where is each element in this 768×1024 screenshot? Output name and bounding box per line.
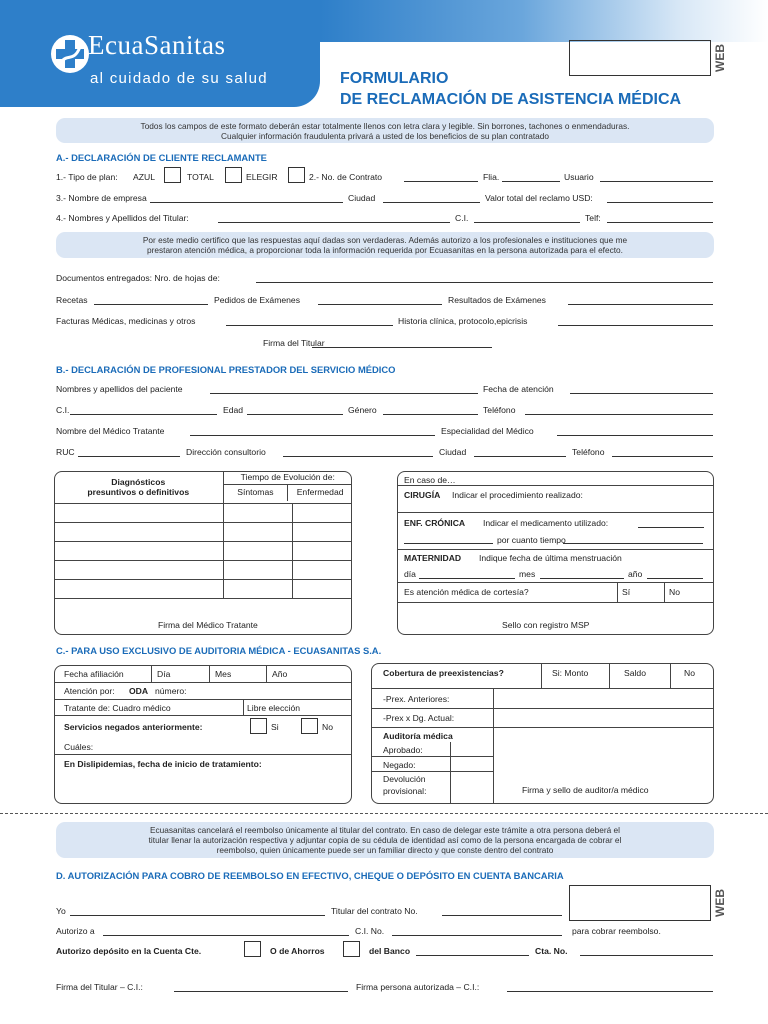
courtesy-yes[interactable]: Sí: [622, 587, 631, 597]
web-label-bottom: WEB: [713, 889, 727, 917]
auditor-signature-label: Firma y sello de auditor/a médico: [522, 785, 649, 795]
office-address-label: Dirección consultorio: [186, 447, 266, 457]
provisional-return-line2: provisional:: [383, 786, 427, 796]
holder-name-label: 4.- Nombres y Apellidos del Titular:: [56, 213, 189, 223]
ecuasanitas-logo-icon: [50, 34, 90, 74]
treating-divider: [243, 699, 244, 715]
which-row-divider: [54, 754, 352, 755]
form-title-line2: DE RECLAMACIÓN DE ASISTENCIA MÉDICA: [340, 91, 682, 108]
flia-label: Flia.: [483, 172, 500, 182]
flia-field[interactable]: [502, 181, 560, 182]
notice1-line1: Todos los campos de este formato deberán estar totalmente llenos con letra clara y legible. Sin borrones, tachones o enmendaduras.: [140, 121, 630, 131]
facturas-field[interactable]: [226, 325, 393, 326]
denied-yes-checkbox[interactable]: [250, 718, 267, 734]
in-case-label: En caso de…: [404, 475, 456, 485]
symptoms-cell[interactable]: [223, 541, 292, 560]
age-field[interactable]: [247, 414, 343, 415]
plan-type-label: 1.- Tipo de plan:: [56, 172, 118, 182]
brand-name: EcuaSanitas: [88, 30, 226, 60]
office-address-field[interactable]: [283, 456, 433, 457]
facturas-label: Facturas Médicas, medicinas y otros: [56, 316, 196, 326]
duration-field-a[interactable]: [404, 543, 493, 544]
coverage-row-divider: [371, 688, 714, 689]
to-collect-label: para cobrar reembolso.: [572, 926, 661, 936]
gender-field[interactable]: [383, 414, 478, 415]
for-how-long-label: por cuanto tiempo: [497, 535, 566, 545]
courtesy-bottom-divider: [397, 602, 714, 603]
attention-date-label: Fecha de atención: [483, 384, 554, 394]
age-label: Edad: [223, 405, 244, 415]
holder-name-field[interactable]: [218, 222, 450, 223]
denied-divider: [371, 771, 493, 772]
prev-pre-label: -Prex. Anteriores:: [383, 694, 450, 704]
provisional-return-line1: Devolución: [383, 774, 426, 784]
diagnoses-header-line2: presuntivos o definitivos: [87, 486, 190, 497]
holder-signature-field[interactable]: [312, 347, 492, 348]
plan-total-checkbox[interactable]: [225, 167, 242, 183]
contract-no-field[interactable]: [404, 181, 478, 182]
usuario-field[interactable]: [600, 181, 713, 182]
patient-ci-label: C.I.: [56, 405, 70, 415]
affiliation-month-label[interactable]: Mes: [215, 669, 232, 679]
medical-audit-label: Auditoría médica: [383, 731, 453, 741]
diagnosis-cell[interactable]: [54, 503, 223, 522]
authorized-sig-label: Firma persona autorizada – C.I.:: [356, 982, 480, 992]
disease-cell[interactable]: [292, 560, 352, 579]
yes-amount-label[interactable]: Si: Monto: [552, 668, 589, 678]
authorized-person-field[interactable]: [103, 935, 349, 936]
ruc-field[interactable]: [78, 456, 180, 457]
courtesy-divider-1: [617, 582, 618, 602]
notice1-line2: Cualquier información fraudulenta privará a usted de los beneficios de su plan contratado: [221, 131, 549, 141]
gender-label: Género: [348, 405, 377, 415]
free-choice-label[interactable]: Libre elección: [247, 703, 301, 713]
chronic-label: ENF. CRÓNICA: [404, 518, 466, 528]
yo-label: Yo: [56, 906, 66, 916]
maternity-day-field[interactable]: [419, 578, 515, 579]
chronic-divider: [397, 549, 714, 550]
evolution-time-label: Tiempo de Evolución de:: [224, 471, 353, 485]
coverage-divider-1: [541, 663, 542, 688]
section-d-title: D. AUTORIZACIÓN PARA COBRO DE REEMBOLSO EN EFECTIVO, CHEQUE O DEPÓSITO EN CUENTA BANCARIA: [56, 870, 564, 881]
specialty-field[interactable]: [557, 435, 713, 436]
symptoms-cell[interactable]: [223, 503, 292, 522]
holder-signature-label: Firma del Titular: [263, 338, 325, 348]
web-code-box[interactable]: [569, 40, 711, 76]
affiliation-year-label[interactable]: Año: [272, 669, 288, 679]
office-phone-label: Teléfono: [572, 447, 605, 457]
denied-label: Negado:: [383, 760, 416, 770]
company-field[interactable]: [150, 202, 343, 203]
coverage-divider-3: [670, 663, 671, 688]
reimbursement-notice: [56, 822, 714, 858]
treating-label[interactable]: Tratante de: Cuadro médico: [64, 703, 171, 713]
preexisting-coverage-label: Cobertura de preexistencias?: [383, 668, 504, 678]
patient-phone-field[interactable]: [525, 414, 713, 415]
oda-label: ODA: [129, 686, 149, 696]
courtesy-no[interactable]: No: [669, 587, 680, 597]
coverage-no-label[interactable]: No: [684, 668, 695, 678]
diagnosis-cell[interactable]: [54, 560, 223, 579]
notice2-line2: prestaron atención médica, a proporcionar toda la información requerida por Ecuasanitas en la persona autorizada para el efecto.: [147, 245, 623, 255]
brand-tagline: al cuidado de su salud: [90, 70, 268, 87]
pre-dg-label: -Prex x Dg. Actual:: [383, 713, 455, 723]
plan-total-label: TOTAL: [187, 172, 214, 182]
claim-total-label: Valor total del reclamo USD:: [485, 193, 593, 203]
prev-pre-divider: [371, 708, 714, 709]
cut-line: [0, 813, 768, 814]
office-city-field[interactable]: [474, 456, 566, 457]
doctor-signature-label: Firma del Médico Tratante: [158, 620, 258, 630]
denied-yes-label: Si: [271, 722, 279, 732]
patient-name-field[interactable]: [210, 393, 478, 394]
plan-azul-label: AZUL: [133, 172, 155, 182]
dyslipidemia-label: En Dislipidemias, fecha de inicio de tratamiento:: [64, 759, 262, 769]
web-label: WEB: [713, 44, 727, 72]
contract-no-label: 2.- No. de Contrato: [309, 172, 383, 182]
affiliation-day-label[interactable]: Día: [157, 669, 171, 679]
audit-column-divider: [493, 688, 494, 804]
symptoms-cell[interactable]: [223, 579, 292, 598]
authorize-label: Autorizo a: [56, 926, 95, 936]
holder-phone-label: Telf:: [585, 213, 601, 223]
holder-ci-label: C.I.: [455, 213, 469, 223]
which-label: Cuáles:: [64, 742, 94, 752]
office-city-label: Ciudad: [439, 447, 467, 457]
company-label: 3.- Nombre de empresa: [56, 193, 147, 203]
disease-cell[interactable]: [292, 579, 352, 598]
affiliation-divider-1: [151, 665, 152, 682]
surgery-divider: [397, 512, 714, 513]
bank-label: del Banco: [369, 946, 411, 956]
authorized-ci-field[interactable]: [392, 935, 562, 936]
denied-no-label: No: [322, 722, 333, 732]
city-field[interactable]: [383, 202, 480, 203]
disease-label: Enfermedad: [296, 487, 344, 497]
notice3-line2: titular llenar la autorización respectiva y adjuntar copia de su cédula de identidad así como de la persona encargada de cobrar el: [148, 835, 622, 845]
documents-delivered-field[interactable]: [256, 282, 713, 283]
msp-seal-label: Sello con registro MSP: [502, 620, 590, 630]
diagnosis-cell[interactable]: [54, 541, 223, 560]
approved-label: Aprobado:: [383, 745, 423, 755]
certification-notice: [56, 232, 714, 258]
notice2-line1: Por este medio certifico que las respuestas aquí dadas son verdaderas. Además autorizo a los profesionales e instituciones que me: [142, 235, 628, 245]
symptoms-cell[interactable]: [223, 522, 292, 541]
doctor-name-label: Nombre del Médico Tratante: [56, 426, 165, 436]
plan-azul-checkbox[interactable]: [164, 167, 181, 183]
affiliation-date-label: Fecha afiliación: [64, 669, 124, 679]
usuario-label: Usuario: [564, 172, 594, 182]
disease-cell[interactable]: [292, 503, 352, 522]
holder-ci-field[interactable]: [474, 222, 580, 223]
diagnoses-header: [54, 471, 223, 503]
approval-column-divider: [450, 742, 451, 804]
duration-field-b[interactable]: [563, 543, 703, 544]
coverage-divider-2: [609, 663, 610, 688]
account-no-label: Cta. No.: [535, 946, 568, 956]
maternity-day-label: día: [404, 569, 416, 579]
symptoms-label: Síntomas: [224, 485, 289, 501]
maternity-year-label: año: [628, 569, 643, 579]
doctor-name-field[interactable]: [190, 435, 435, 436]
contract-holder-field[interactable]: [442, 915, 562, 916]
authorized-sig-field[interactable]: [507, 991, 713, 992]
form-title-line1: FORMULARIO: [340, 70, 449, 87]
pre-dg-divider: [371, 727, 714, 728]
pedidos-field[interactable]: [318, 304, 442, 305]
holder-sig-label: Firma del Titular – C.I.:: [56, 982, 143, 992]
yo-field[interactable]: [70, 915, 325, 916]
courtesy-divider-2: [664, 582, 665, 602]
legibility-notice: [56, 118, 714, 143]
city-label: Ciudad: [348, 193, 376, 203]
approved-divider: [371, 756, 493, 757]
maternity-year-field[interactable]: [647, 578, 703, 579]
recetas-label: Recetas: [56, 295, 88, 305]
savings-label: O de Ahorros: [270, 946, 325, 956]
patient-phone-label: Teléfono: [483, 405, 516, 415]
section-b-title: B.- DECLARACIÓN DE PROFESIONAL PRESTADOR DEL SERVICIO MÉDICO: [56, 364, 396, 375]
symptoms-cell[interactable]: [223, 560, 292, 579]
surgery-text: Indicar el procedimiento realizado:: [452, 490, 583, 500]
patient-name-label: Nombres y apellidos del paciente: [56, 384, 183, 394]
holder-phone-field[interactable]: [607, 222, 713, 223]
pedidos-label: Pedidos de Exámenes: [214, 295, 300, 305]
chronic-text: Indicar el medicamento utilizado:: [483, 518, 609, 528]
balance-label[interactable]: Saldo: [624, 668, 646, 678]
disease-cell[interactable]: [292, 522, 352, 541]
attention-by-label: Atención por:: [64, 686, 115, 696]
contract-holder-label: Titular del contrato No.: [331, 906, 418, 916]
holder-sig-field[interactable]: [174, 991, 348, 992]
affiliation-divider-2: [209, 665, 210, 682]
resultados-field[interactable]: [568, 304, 713, 305]
courtesy-label: Es atención médica de cortesía?: [404, 587, 529, 597]
ruc-label: RUC: [56, 447, 75, 457]
account-no-field[interactable]: [580, 955, 713, 956]
affiliation-divider-3: [266, 665, 267, 682]
resultados-label: Resultados de Exámenes: [448, 295, 546, 305]
maternity-label: MATERNIDAD: [404, 553, 462, 563]
section-a-title: A.- DECLARACIÓN DE CLIENTE RECLAMANTE: [56, 152, 267, 163]
disease-cell[interactable]: [292, 541, 352, 560]
notice3-line3: reembolso, quien únicamente puede ser un familiar directo y que conste dentro del contrato: [216, 845, 554, 855]
web-code-box-bottom[interactable]: [569, 885, 711, 921]
evolution-header: [223, 471, 352, 503]
denied-services-label: Servicios negados anteriormente:: [64, 722, 203, 732]
attention-date-field[interactable]: [570, 393, 713, 394]
historia-label: Historia clínica, protocolo,epicrisis: [398, 316, 528, 326]
section-c-title: C.- PARA USO EXCLUSIVO DE AUDITORIA MÉDICA - ECUASANITAS S.A.: [56, 645, 382, 656]
specialty-label: Especialidad del Médico: [441, 426, 534, 436]
bank-field[interactable]: [416, 955, 529, 956]
authorized-ci-label: C.I. No.: [355, 926, 385, 936]
maternity-month-field[interactable]: [540, 578, 624, 579]
medication-field[interactable]: [638, 527, 704, 528]
savings-account-checkbox[interactable]: [343, 941, 360, 957]
historia-field[interactable]: [558, 325, 713, 326]
diagnoses-table: [54, 471, 352, 599]
plan-elegir-label: ELEGIR: [246, 172, 278, 182]
documents-delivered-label: Documentos entregados: Nro. de hojas de:: [56, 273, 220, 283]
notice3-line1: Ecuasanitas cancelará el reembolso únicamente al titular del contrato. En caso de delegar este trámite a otra persona deberá el: [150, 825, 620, 835]
denied-no-checkbox[interactable]: [301, 718, 318, 734]
claim-total-field[interactable]: [607, 202, 713, 203]
affiliation-row-divider: [54, 682, 352, 683]
diagnoses-header-line1: Diagnósticos: [111, 476, 166, 487]
treating-row-divider: [54, 715, 352, 716]
oda-number-label: número:: [155, 686, 187, 696]
office-phone-field[interactable]: [612, 456, 713, 457]
maternity-month-label: mes: [519, 569, 536, 579]
maternity-text: Indique fecha de última menstruación: [479, 553, 622, 563]
oda-row-divider: [54, 699, 352, 700]
checking-account-checkbox[interactable]: [244, 941, 261, 957]
recetas-field[interactable]: [94, 304, 208, 305]
surgery-label: CIRUGÍA: [404, 490, 441, 500]
header-gradient-band: [320, 0, 768, 42]
diagnosis-cell[interactable]: [54, 522, 223, 541]
plan-elegir-checkbox[interactable]: [288, 167, 305, 183]
in-case-divider: [397, 485, 714, 486]
patient-ci-field[interactable]: [70, 414, 217, 415]
diagnosis-cell[interactable]: [54, 579, 223, 598]
deposit-checking-label: Autorizo depósito en la Cuenta Cte.: [56, 946, 202, 956]
maternity-divider: [397, 582, 714, 583]
